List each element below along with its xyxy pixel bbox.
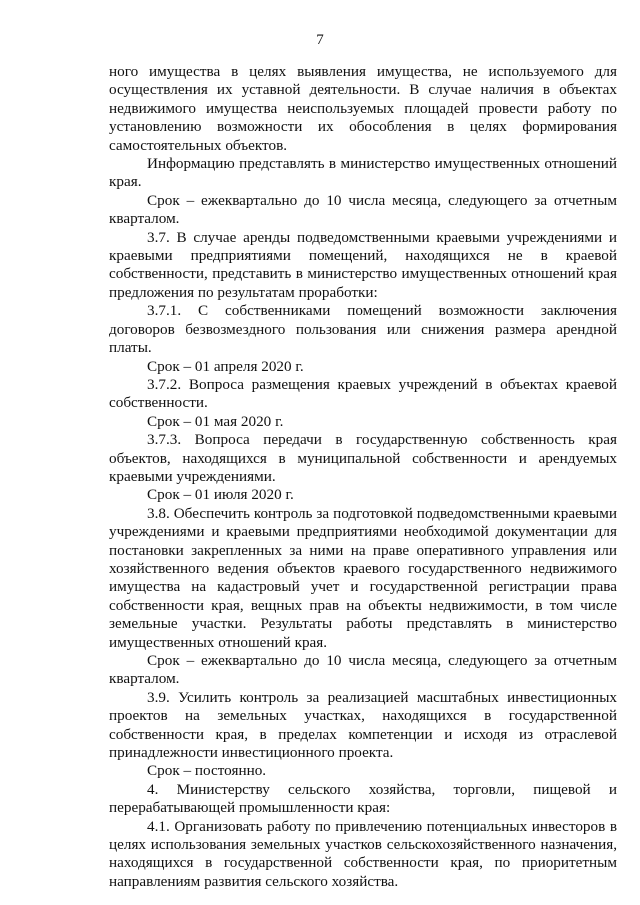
document-body (109, 63, 617, 891)
paragraph: ного имущества в целях выявления имущества, не используемого для осуществления их уставной деятельности. В случае наличия в объектах недвижимого имущества неиспользуемых площадей провести работу по установлению возможности их обособления в целях формирования самостоятельных объектов. (109, 63, 617, 154)
paragraph: 3.8. Обеспечить контроль за подготовкой подведомственными краевыми учреждениями и краевыми предприятиями необходимой документации для постановки закрепленных за ними на праве оперативного управления или хозяйственного ведения объектов краевого государственного недвижимого имущества на кадастровый учет и государственной регистрации права собственности края, вещных прав на объекты недвижимости, в том числе земельные участки. Результаты работы представлять в министерство имущественных отношений края. (109, 504, 617, 651)
paragraph: Срок – 01 мая 2020 г. (147, 412, 284, 430)
paragraph: 3.9. Усилить контроль за реализацией масштабных инвестиционных проектов на земельных участках, находящихся в государственной собственности края, в пределах компетенции и исходя из отраслевой принадлежности инвестиционного проекта. (109, 688, 617, 762)
paragraph: 3.7.1. С собственниками помещений возможности заключения договоров безвозмездного пользования или снижения размера арендной платы. (109, 302, 617, 357)
paragraph: 4. Министерству сельского хозяйства, торговли, пищевой и перерабатывающей промышленности края: (109, 780, 617, 817)
paragraph: Срок – ежеквартально до 10 числа месяца, следующего за отчетным кварталом. (109, 652, 617, 688)
paragraph: Срок – ежеквартально до 10 числа месяца, следующего за отчетным кварталом. (109, 191, 617, 228)
paragraph: 3.7.3. Вопроса передачи в государственную собственность края объектов, находящихся в муниципальной собственности и арендуемых краевыми учреждениями. (109, 431, 617, 485)
paragraph: Срок – 01 июля 2020 г. (147, 486, 294, 504)
paragraph: 3.7.2. Вопроса размещения краевых учреждений в объектах краевой собственности. (109, 375, 617, 412)
paragraph: Срок – постоянно. (147, 762, 267, 780)
paragraph: 4.1. Организовать работу по привлечению потенциальных инвесторов в целях использования земельных участков сельскохозяйственного назначения, находящихся в государственной собственности края, по приоритетным направлениям развития сельского хозяйства. (109, 817, 617, 890)
paragraph: 3.7. В случае аренды подведомственными краевыми учреждениями и краевыми предприятиями помещений, находящихся не в краевой собственности, представить в министерство имущественных отношений края предложения по результатам проработки: (109, 228, 617, 301)
paragraph: Информацию представлять в министерство имущественных отношений края. (109, 155, 617, 191)
paragraph: Срок – 01 апреля 2020 г. (147, 357, 304, 375)
page-number: 7 (316, 32, 324, 48)
